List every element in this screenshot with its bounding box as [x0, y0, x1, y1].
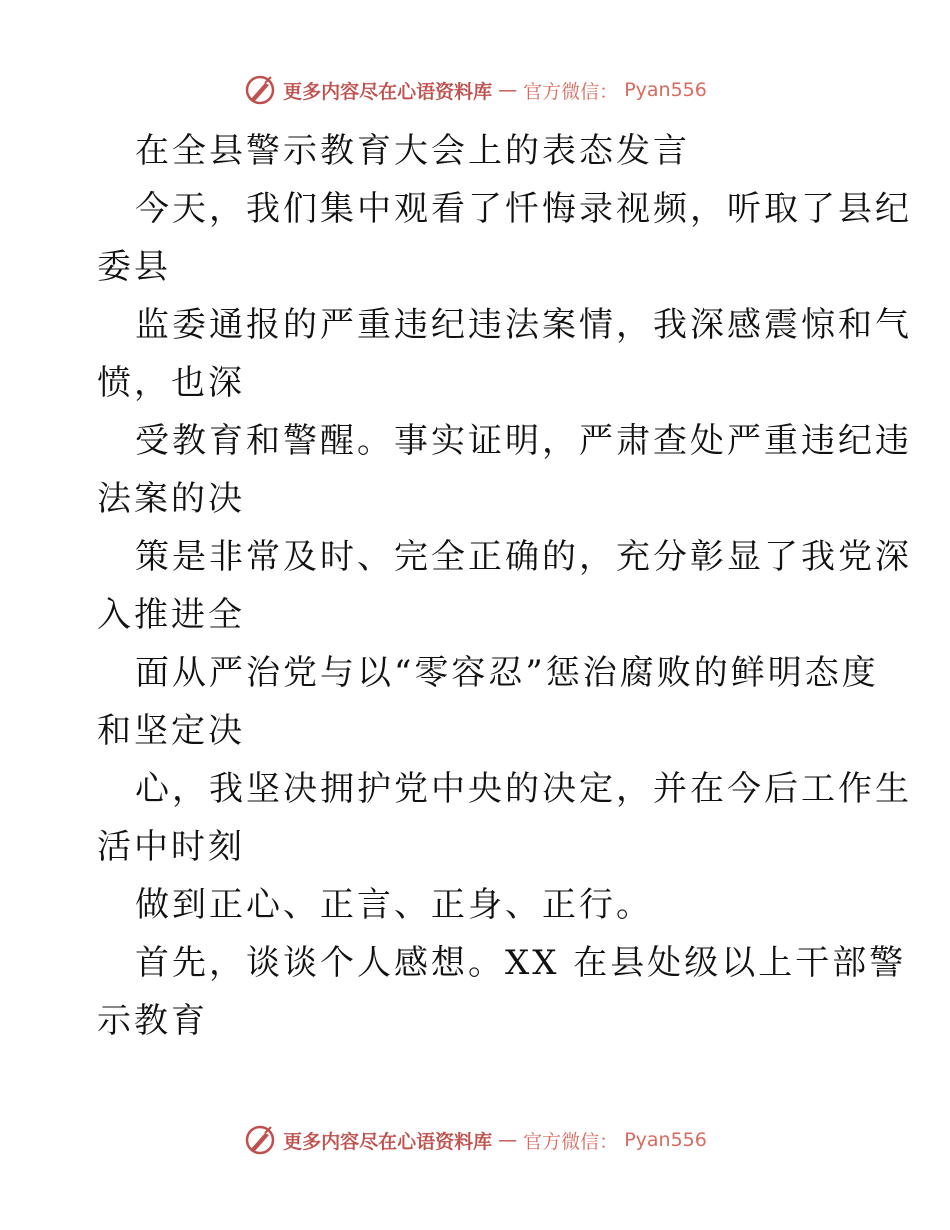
- paragraph-line: 面从严治党与以“零容忍”惩治腐败的鲜明态度: [135, 653, 879, 693]
- banner-wechat-id: Pyan556: [624, 1129, 707, 1151]
- paragraph-line: 今天，我们集中观看了忏悔录视频，听取了县纪: [135, 189, 912, 229]
- paragraph-line: 心，我坚决拥护党中央的决定，并在今后工作生: [135, 769, 912, 809]
- banner-dash: —: [498, 79, 518, 101]
- paragraph-line: 示教育: [97, 1001, 208, 1041]
- paragraph-line: 委县: [97, 247, 171, 287]
- paragraph-line: 首先，谈谈个人感想。XX 在县处级以上干部警: [135, 943, 907, 983]
- quill-logo-icon: [243, 73, 277, 107]
- banner-dash: —: [498, 1129, 518, 1151]
- header-watermark-banner: [0, 70, 950, 110]
- banner-wechat-label: 官方微信：: [523, 80, 619, 103]
- banner-wechat-label: 官方微信：: [523, 1130, 619, 1153]
- quill-logo-icon: [243, 1123, 277, 1157]
- paragraph-line: 监委通报的严重违纪违法案情，我深感震惊和气: [135, 305, 912, 345]
- document-title: 在全县警示教育大会上的表态发言: [135, 131, 690, 171]
- paragraph-line: 愤，也深: [97, 363, 245, 403]
- banner-main-text: 更多内容尽在心语资料库: [283, 1130, 493, 1153]
- paragraph-line: 和坚定决: [97, 711, 245, 751]
- paragraph-line: 策是非常及时、完全正确的，充分彰显了我党深: [135, 537, 912, 577]
- paragraph-line: 入推进全: [97, 595, 245, 635]
- paragraph-line: 受教育和警醒。事实证明，严肃查处严重违纪违: [135, 421, 912, 461]
- banner-main-text: 更多内容尽在心语资料库: [283, 80, 493, 103]
- banner-wechat-id: Pyan556: [624, 79, 707, 101]
- paragraph-line: 做到正心、正言、正身、正行。: [135, 885, 653, 925]
- document-body: [97, 122, 912, 1050]
- footer-watermark-banner: [0, 1120, 950, 1160]
- paragraph-line: 法案的决: [97, 479, 245, 519]
- paragraph-line: 活中时刻: [97, 827, 245, 867]
